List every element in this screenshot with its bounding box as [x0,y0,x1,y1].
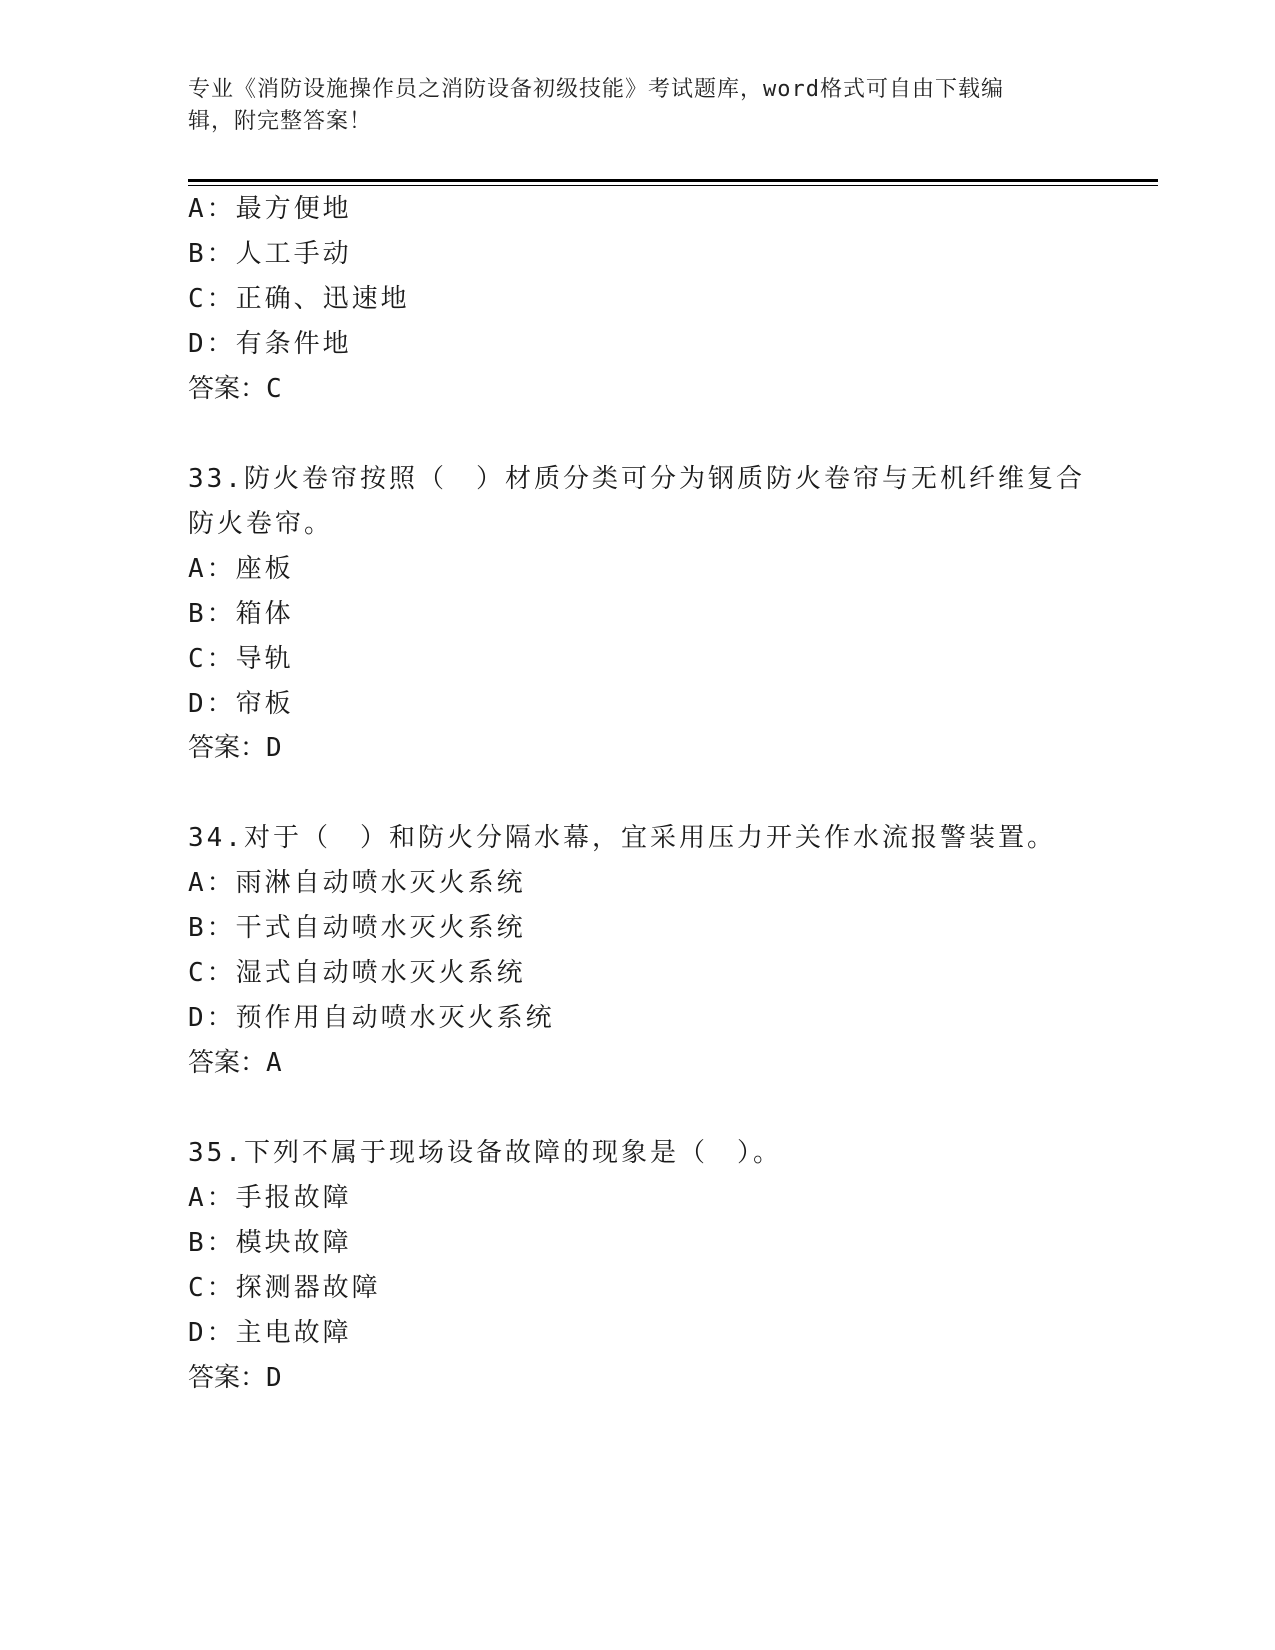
q34-option-a: A：雨淋自动喷水灭火系统 [188,868,526,898]
answer-label: 答案： [188,374,267,404]
q35-option-a: A：手报故障 [188,1183,352,1213]
answer-value: A [266,1048,282,1078]
q35-answer [188,1361,282,1395]
header-line-2: 辑，附完整答案！ [188,109,373,134]
document-header [188,74,1068,138]
q33-option-d: D：帘板 [188,689,294,719]
q34-option-b: B：干式自动喷水灭火系统 [188,913,526,943]
q32-option-b: B：人工手动 [188,239,352,269]
answer-label: 答案： [188,733,267,763]
q32-option-c: C：正确、迅速地 [188,284,410,314]
answer-label: 答案： [188,1363,267,1393]
answer-label: 答案： [188,1048,267,1078]
header-divider-thick [188,179,1158,182]
answer-value: D [266,1363,282,1393]
q32-option-a: A：最方便地 [188,194,352,224]
q34-option-c: C：湿式自动喷水灭火系统 [188,958,526,988]
header-divider-thin [188,185,1158,186]
header-line-1: 专业《消防设施操作员之消防设备初级技能》考试题库，word格式可自由下载编 [188,77,1004,102]
q35-option-d: D：主电故障 [188,1318,352,1348]
q33-answer [188,731,282,765]
q33-stem-line-1: 33.防火卷帘按照（ ）材质分类可分为钢质防火卷帘与无机纤维复合 [188,464,1085,494]
q33-stem-line-2: 防火卷帘。 [188,509,334,539]
q32-option-d: D：有条件地 [188,329,352,359]
q34-option-d: D：预作用自动喷水灭火系统 [188,1003,555,1033]
answer-value: C [266,374,282,404]
q35-stem-line-1: 35.下列不属于现场设备故障的现象是（ ）。 [188,1138,782,1168]
answer-value: D [266,733,282,763]
q34-answer [188,1046,282,1080]
q34-stem-line-1: 34.对于（ ）和防火分隔水幕，宜采用压力开关作水流报警装置。 [188,823,1056,853]
q35-option-b: B：模块故障 [188,1228,352,1258]
q35-option-c: C：探测器故障 [188,1273,381,1303]
q33-option-b: B：箱体 [188,599,294,629]
q32-answer [188,372,282,406]
q33-option-a: A：座板 [188,554,294,584]
q33-option-c: C：导轨 [188,644,294,674]
